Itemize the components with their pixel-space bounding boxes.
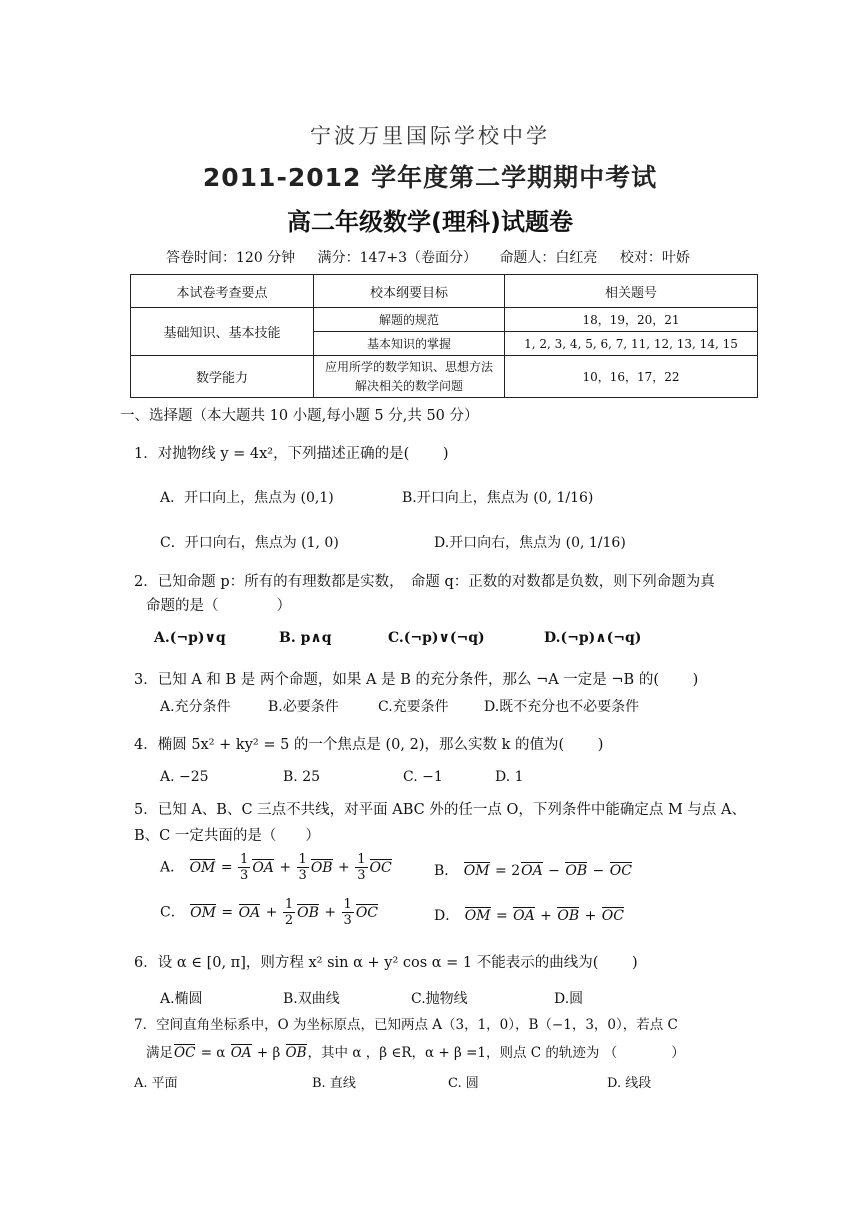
table-cell: 解题的规范 <box>314 308 505 332</box>
q6-stem: 6．设 α ∈ [0, π]，则方程 x² sin α + y² cos α = 1 不能表示的曲线为( ) <box>134 955 638 971</box>
q7-option-b: B. 直线 <box>312 1076 356 1091</box>
q5-option-a: A． OM = $\frac{1}{3}$ OA + $\frac{1}{3}$ OB + $\frac{1}{3}$ OC <box>160 852 392 883</box>
q4-option-c: C. −1 <box>403 769 443 785</box>
q5-option-b: B． OM = 2OA − OB − OC <box>434 863 632 879</box>
q1-option-b: B.开口向上，焦点为 (0, 1/16) <box>402 490 594 506</box>
q4-option-d: D. 1 <box>495 769 524 785</box>
q5-option-c-label: C． <box>160 904 185 921</box>
table-header: 相关题号 <box>505 275 758 308</box>
paper-title: 高二年级数学(理科)试题卷 <box>287 208 573 236</box>
q5-stem-cont: B、C 一定共面的是（ ） <box>134 828 320 844</box>
q6-option-b: B.双曲线 <box>283 991 340 1007</box>
q5-option-c: C． OM = OA + $\frac{1}{2}$ OB + $\frac{1}{3}$ OC <box>160 897 379 928</box>
table-cell: 基础知识、基本技能 <box>131 308 314 356</box>
q1-stem: 1．对抛物线 y = 4x²，下列描述正确的是( ) <box>134 446 449 462</box>
school-name: 宁波万里国际学校中学 <box>310 124 550 148</box>
q6-option-a: A.椭圆 <box>160 991 203 1007</box>
q6-option-d: D.圆 <box>554 991 584 1007</box>
q3-option-d: D.既不充分也不必要条件 <box>484 699 640 715</box>
q2-option-d: D.(¬p)∧(¬q) <box>544 630 642 646</box>
q2-stem-cont: 命题的是（ ） <box>146 598 291 614</box>
q3-option-a: A.充分条件 <box>160 699 231 715</box>
q7-option-d: D. 线段 <box>607 1076 652 1091</box>
q2-option-a: A.(¬p)∨q <box>154 630 226 646</box>
q2-option-b: B. p∧q <box>279 630 332 646</box>
q2-stem: 2．已知命题 p：所有的有理数都是实数， 命题 q：正数的对数都是负数，则下列命题为真 <box>134 574 715 590</box>
q5-option-a-label: A． <box>160 859 185 876</box>
table-header: 校本纲要目标 <box>314 275 505 308</box>
section-heading: 一、选择题（本大题共 10 小题,每小题 5 分,共 50 分） <box>120 408 479 424</box>
table-header: 本试卷考查要点 <box>131 275 314 308</box>
q2-option-c: C.(¬p)∨(¬q) <box>388 630 485 646</box>
table-cell: 基本知识的掌握 <box>314 332 505 356</box>
q4-stem: 4．椭圆 5x² + ky² = 5 的一个焦点是 (0, 2)，那么实数 k 的值为( ) <box>134 737 604 753</box>
requirements-table <box>130 274 758 398</box>
q7-option-c: C. 圆 <box>448 1076 479 1091</box>
q5-option-b-label: B． <box>434 863 459 879</box>
q5-option-d-label: D． <box>434 908 460 924</box>
exam-info <box>166 247 708 267</box>
q3-option-b: B.必要条件 <box>268 699 339 715</box>
q1-option-c: C．开口向右，焦点为 (1, 0) <box>160 535 339 551</box>
q1-option-d: D.开口向右，焦点为 (0, 1/16) <box>434 535 626 551</box>
q7-stem-tail: ，其中 α ，β ∈R，α + β =1，则点 C 的轨迹为 （ ） <box>307 1045 685 1061</box>
table-cell: 1, 2, 3, 4, 5, 6, 7, 11, 12, 13, 14, 15 <box>505 332 758 356</box>
q1-option-a: A．开口向上，焦点为 (0,1) <box>160 490 334 506</box>
table-cell: 应用所学的数学知识、思想方法解决相关的数学问题 <box>314 356 505 398</box>
author: 命题人：白红亮 <box>499 250 598 266</box>
q3-stem: 3．已知 A 和 B 是 两个命题，如果 A 是 B 的充分条件，那么 ¬A 一定是 ¬B 的( ) <box>134 672 699 688</box>
q4-option-a: A. −25 <box>160 769 209 785</box>
q7-stem: 7．空间直角坐标系中，O 为坐标原点，已知两点 A（3，1，0），B（−1，3，0），若点 C <box>134 1017 678 1033</box>
exam-time: 答卷时间：120 分钟 <box>166 250 296 266</box>
full-score: 满分：147+3（卷面分） <box>317 250 477 266</box>
q5-option-d: D． OM = OA + OB + OC <box>434 908 624 924</box>
reviewer: 校对：叶娇 <box>619 250 690 266</box>
q5-stem: 5．已知 A、B、C 三点不共线，对平面 ABC 外的任一点 O，下列条件中能确定点 M 与点 A、 <box>134 802 747 818</box>
table-cell: 数学能力 <box>131 356 314 398</box>
q6-option-c: C.抛物线 <box>411 991 468 1007</box>
exam-name: 2011-2012 学年度第二学期期中考试 <box>202 163 658 192</box>
table-cell: 18，19，20，21 <box>505 308 758 332</box>
q4-option-b: B. 25 <box>283 769 321 785</box>
q7-option-a: A. 平面 <box>134 1076 178 1091</box>
q3-option-c: C.充要条件 <box>378 699 449 715</box>
q7-stem-cont: 满足OC = α OA + β OB，其中 α ，β ∈R，α + β =1，则点 C 的轨迹为 （ ） <box>146 1045 685 1061</box>
table-cell: 10，16，17，22 <box>505 356 758 398</box>
